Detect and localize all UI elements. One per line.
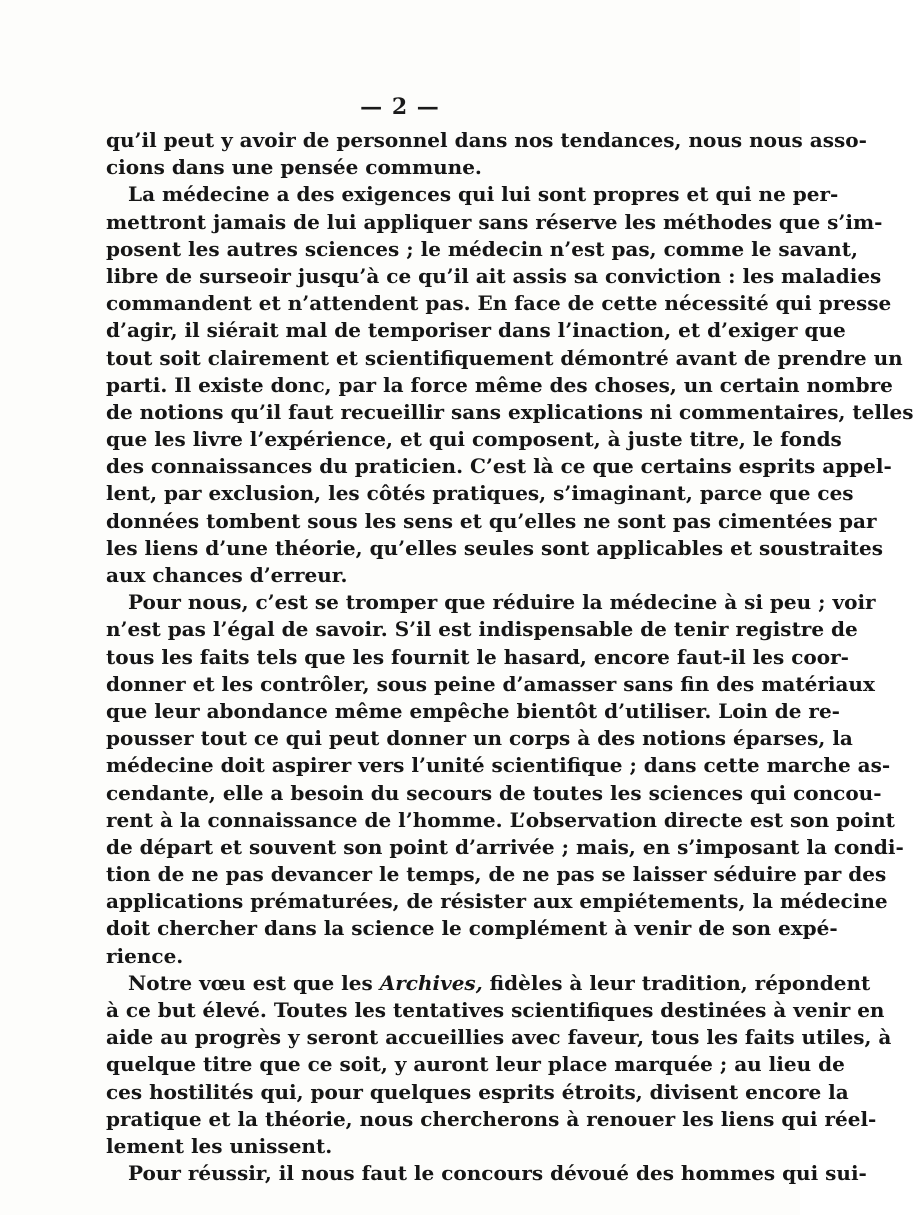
text-line: ces hostilités qui, pour quelques esprits étroits, divisent encore la (106, 1079, 849, 1104)
text-line: mettront jamais de lui appliquer sans réserve les méthodes que s’im- (106, 209, 883, 234)
text-line: commandent et n’attendent pas. En face de cette nécessité qui presse (106, 291, 892, 316)
paragraph-2 (106, 181, 914, 589)
paragraph-3 (106, 589, 904, 970)
text-line: posent les autres sciences ; le médecin n’est pas, comme le savant, (106, 236, 858, 261)
text-line: des connaissances du praticien. C’est là ce que certains esprits appel- (106, 454, 892, 479)
text-line: rience. (106, 943, 184, 968)
text-line: applications prématurées, de résister aux empiétements, la médecine (106, 889, 888, 914)
text-line: La médecine a des exigences qui lui sont propres et qui ne per- (128, 182, 839, 207)
text-line (106, 970, 871, 997)
paragraph-1 (106, 127, 867, 181)
text-line: données tombent sous les sens et qu’elles ne sont pas cimentées par (106, 508, 877, 533)
text-line: Pour nous, c’est se tromper que réduire la médecine à si peu ; voir (128, 590, 876, 615)
text-line: que les livre l’expérience, et qui composent, à juste titre, le fonds (106, 427, 842, 452)
page-number: — 2 — (360, 94, 440, 120)
text-line: lement les unissent. (106, 1133, 333, 1158)
text-line: quelque titre que ce soit, y auront leur place marquée ; au lieu de (106, 1052, 845, 1077)
text-line: qu’il peut y avoir de personnel dans nos tendances, nous nous asso- (106, 128, 867, 152)
text-line: que leur abondance même empêche bientôt d’utiliser. Loin de re- (106, 698, 840, 723)
text-line: médecine doit aspirer vers l’unité scientifique ; dans cette marche as- (106, 753, 891, 778)
text-line: cions dans une pensée commune. (106, 155, 482, 180)
text-line: pousser tout ce qui peut donner un corps à des notions éparses, la (106, 726, 853, 751)
text-line: aide au progrès y seront accueillies avec faveur, tous les faits utiles, à (106, 1025, 892, 1050)
text-segment: fidèles à leur tradition, répondent (482, 970, 871, 995)
text-line: à ce but élevé. Toutes les tentatives scientifiques destinées à venir en (106, 998, 885, 1022)
text-line: lent, par exclusion, les côtés pratiques, s’imaginant, parce que ces (106, 481, 854, 506)
text-line: d’agir, il siérait mal de temporiser dans l’inaction, et d’exiger que (106, 318, 846, 343)
journal-title: Archives, (379, 970, 483, 995)
text-line: les liens d’une théorie, qu’elles seules sont applicables et soustraites (106, 535, 884, 560)
text-line: donner et les contrôler, sous peine d’amasser sans fin des matériaux (106, 671, 875, 696)
text-line: de notions qu’il faut recueillir sans explications ni commentaires, telles (106, 399, 914, 424)
text-line: cendante, elle a besoin du secours de toutes les sciences qui concou- (106, 780, 882, 805)
text-line: n’est pas l’égal de savoir. S’il est indispensable de tenir registre de (106, 617, 858, 642)
text-line: Pour réussir, il nous faut le concours dévoué des hommes qui sui- (128, 1161, 867, 1186)
text-line: pratique et la théorie, nous chercherons à renouer les liens qui réel- (106, 1106, 877, 1131)
paragraph-5 (106, 1160, 867, 1187)
text-line: rent à la connaissance de l’homme. L’observation directe est son point (106, 807, 895, 832)
text-line: doit chercher dans la science le complément à venir de son expé- (106, 916, 838, 941)
text-line: tion de ne pas devancer le temps, de ne pas se laisser séduire par des (106, 862, 887, 887)
text-line: de départ et souvent son point d’arrivée ; mais, en s’imposant la condi- (106, 834, 904, 859)
paragraph-4 (106, 970, 892, 1160)
body-text (106, 127, 914, 1187)
text-line: tout soit clairement et scientifiquement démontré avant de prendre un (106, 345, 903, 370)
text-segment: Notre vœu est que les (128, 970, 380, 995)
text-line: aux chances d’erreur. (106, 563, 348, 587)
text-line: parti. Il existe donc, par la force même des choses, un certain nombre (106, 372, 893, 397)
text-line: libre de surseoir jusqu’à ce qu’il ait assis sa conviction : les maladies (106, 263, 882, 288)
text-line: tous les faits tels que les fournit le hasard, encore faut-il les coor- (106, 644, 849, 669)
